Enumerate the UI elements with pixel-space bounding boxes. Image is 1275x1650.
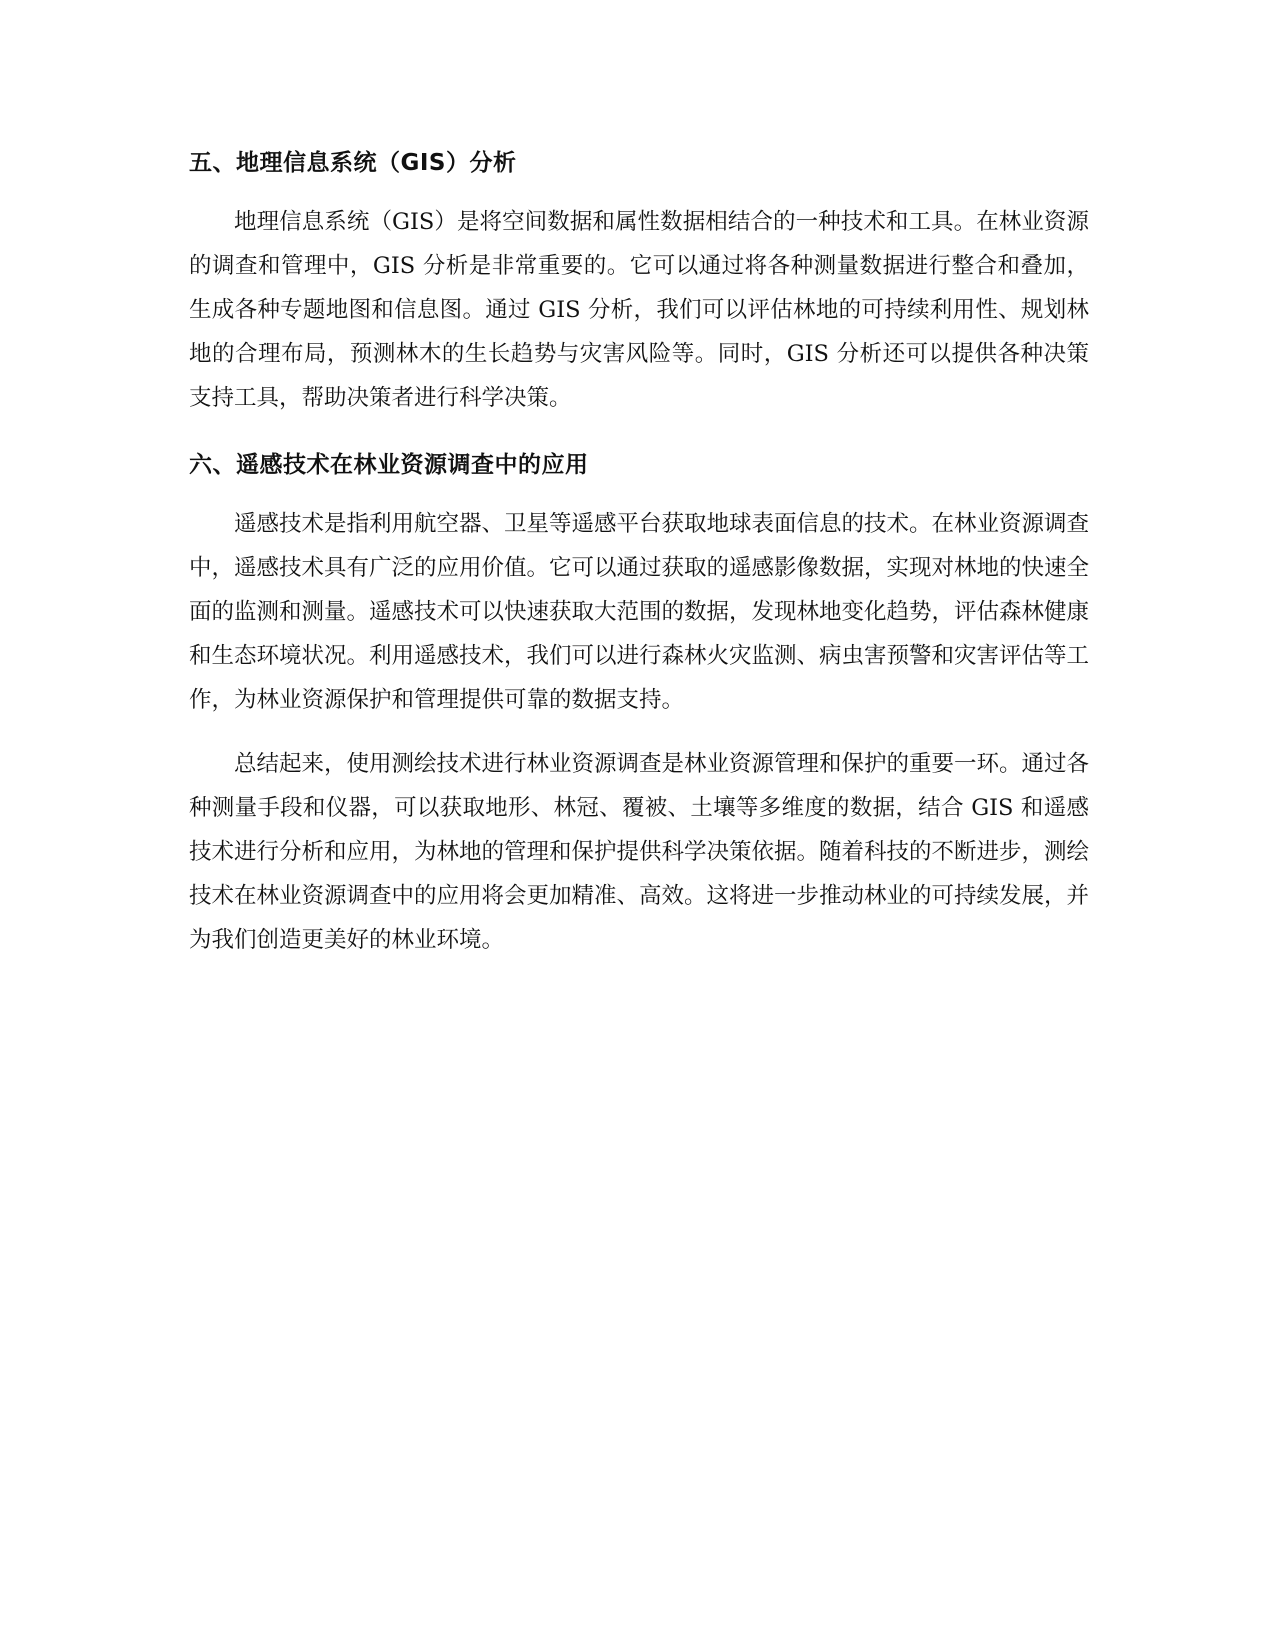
document-body (189, 146, 1089, 982)
paragraph-gis: 地理信息系统（GIS）是将空间数据和属性数据相结合的一种技术和工具。在林业资源的调查和管理中，GIS 分析是非常重要的。它可以通过将各种测量数据进行整合和叠加，生成各种专题地图和信息图。通过 GIS 分析，我们可以评估林地的可持续利用性、规划林地的合理布局，预测林木的生长趋势与灾害风险等。同时，GIS 分析还可以提供各种决策支持工具，帮助决策者进行科学决策。 (189, 209, 1089, 411)
section-heading-remote-sensing: 六、遥感技术在林业资源调查中的应用 (189, 452, 589, 478)
section-spacer (189, 440, 1089, 448)
section-heading-gis: 五、地理信息系统（GIS）分析 (189, 150, 517, 176)
paragraph-summary: 总结起来，使用测绘技术进行林业资源调查是林业资源管理和保护的重要一环。通过各种测量手段和仪器，可以获取地形、林冠、覆被、土壤等多维度的数据，结合 GIS 和遥感技术进行分析和应用，为林地的管理和保护提供科学决策依据。随着科技的不断进步，测绘技术在林业资源调查中的应用将会更加精准、高效。这将进一步推动林业的可持续发展，并为我们创造更美好的林业环境。 (189, 751, 1090, 953)
paragraph-remote-sensing: 遥感技术是指利用航空器、卫星等遥感平台获取地球表面信息的技术。在林业资源调查中，遥感技术具有广泛的应用价值。它可以通过获取的遥感影像数据，实现对林地的快速全面的监测和测量。遥感技术可以快速获取大范围的数据，发现林地变化趋势，评估森林健康和生态环境状况。利用遥感技术，我们可以进行森林火灾监测、病虫害预警和灾害评估等工作，为林业资源保护和管理提供可靠的数据支持。 (189, 511, 1090, 713)
